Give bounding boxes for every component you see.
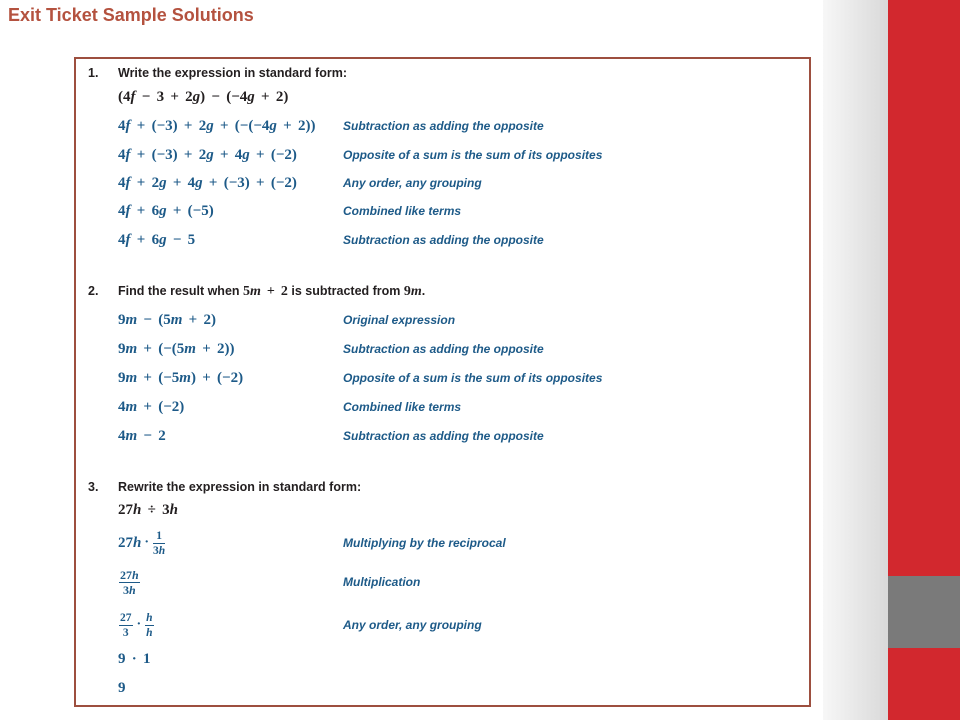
step-reason: Any order, any grouping	[343, 618, 482, 632]
problem-1-number: 1.	[88, 66, 99, 80]
prompt-math: 5m + 2	[243, 284, 288, 299]
solution-step	[118, 147, 798, 163]
step-math: 9 · 1	[118, 651, 151, 667]
step-reason: Multiplying by the reciprocal	[343, 536, 506, 550]
step-math	[118, 530, 343, 557]
prompt-text: Find the result when	[118, 284, 244, 298]
step-math: 9m + (−(5m + 2))	[118, 341, 235, 357]
fraction-numerator: 1	[153, 530, 165, 544]
prompt-math: 9m	[403, 284, 422, 299]
side-gradient-strip	[823, 0, 888, 720]
fraction-numerator: 27h	[120, 567, 139, 582]
step-reason: Combined like terms	[343, 400, 462, 414]
problem-2-prompt	[118, 283, 425, 299]
problem-3-prompt: Rewrite the expression in standard form:	[118, 480, 362, 494]
fraction-numerator: h	[146, 611, 153, 624]
step-reason: Opposite of a sum is the sum of its opposites	[343, 371, 603, 385]
fraction-denominator: 3h	[123, 582, 136, 597]
side-gray-block	[888, 576, 960, 648]
step-math: 9m − (5m + 2)	[118, 312, 216, 328]
step-math-term: 27h	[118, 535, 142, 551]
solution-step	[118, 370, 798, 386]
step-reason: Subtraction as adding the opposite	[343, 119, 544, 133]
step-math: 4m + (−2)	[118, 399, 185, 415]
problem-1-expression: (4f − 3 + 2g) − (−4g + 2)	[118, 89, 289, 105]
slide-title: Exit Ticket Sample Solutions	[8, 5, 254, 25]
step-math	[118, 569, 343, 596]
solution-step	[118, 175, 798, 191]
fraction-denominator: 3h	[153, 544, 166, 557]
fraction	[145, 612, 153, 639]
fraction	[119, 612, 133, 639]
step-reason: Opposite of a sum is the sum of its opposites	[343, 148, 603, 162]
step-math: 4f + 6g − 5	[118, 232, 196, 248]
step-reason: Subtraction as adding the opposite	[343, 429, 544, 443]
problem-3-expression: 27h ÷ 3h	[118, 502, 178, 518]
step-math: 9m + (−5m) + (−2)	[118, 370, 244, 386]
prompt-text: is subtracted from	[287, 284, 404, 298]
problem-3-number: 3.	[88, 480, 99, 494]
solution-step	[118, 203, 798, 219]
solution-step	[118, 651, 798, 667]
step-math: 4f + (−3) + 2g + 4g + (−2)	[118, 147, 297, 163]
fraction	[119, 569, 140, 596]
solution-step	[118, 428, 798, 444]
fraction	[153, 530, 165, 557]
problem-2-number: 2.	[88, 284, 99, 298]
prompt-text: .	[421, 284, 426, 298]
step-reason: Original expression	[343, 313, 456, 327]
step-math: 4f + 6g + (−5)	[118, 203, 214, 219]
step-math: 9	[118, 680, 126, 696]
step-reason: Combined like terms	[343, 204, 462, 218]
fraction-denominator: 3	[122, 626, 129, 639]
step-math: 4f + (−3) + 2g + (−(−4g + 2))	[118, 118, 316, 134]
solutions-box	[74, 57, 811, 707]
step-math: 4f + 2g + 4g + (−3) + (−2)	[118, 175, 297, 191]
step-reason: Subtraction as adding the opposite	[343, 233, 544, 247]
solution-step	[118, 399, 798, 415]
multiplication-dot: ·	[136, 617, 142, 632]
solution-step	[118, 341, 798, 357]
solution-step	[118, 232, 798, 248]
multiplication-dot: ·	[144, 535, 150, 550]
solution-step	[118, 312, 798, 328]
problem-1-prompt: Write the expression in standard form:	[118, 66, 347, 80]
solution-step	[118, 609, 798, 641]
step-math	[118, 612, 343, 639]
step-reason: Subtraction as adding the opposite	[343, 342, 544, 356]
solution-step	[118, 680, 798, 696]
fraction-denominator: h	[146, 626, 153, 639]
fraction-numerator: 27	[120, 611, 132, 624]
step-reason: Multiplication	[343, 575, 421, 589]
solution-step	[118, 118, 798, 134]
step-math: 4m − 2	[118, 428, 166, 444]
step-reason: Any order, any grouping	[343, 176, 482, 190]
solution-step	[118, 566, 798, 598]
solution-step	[118, 527, 798, 559]
